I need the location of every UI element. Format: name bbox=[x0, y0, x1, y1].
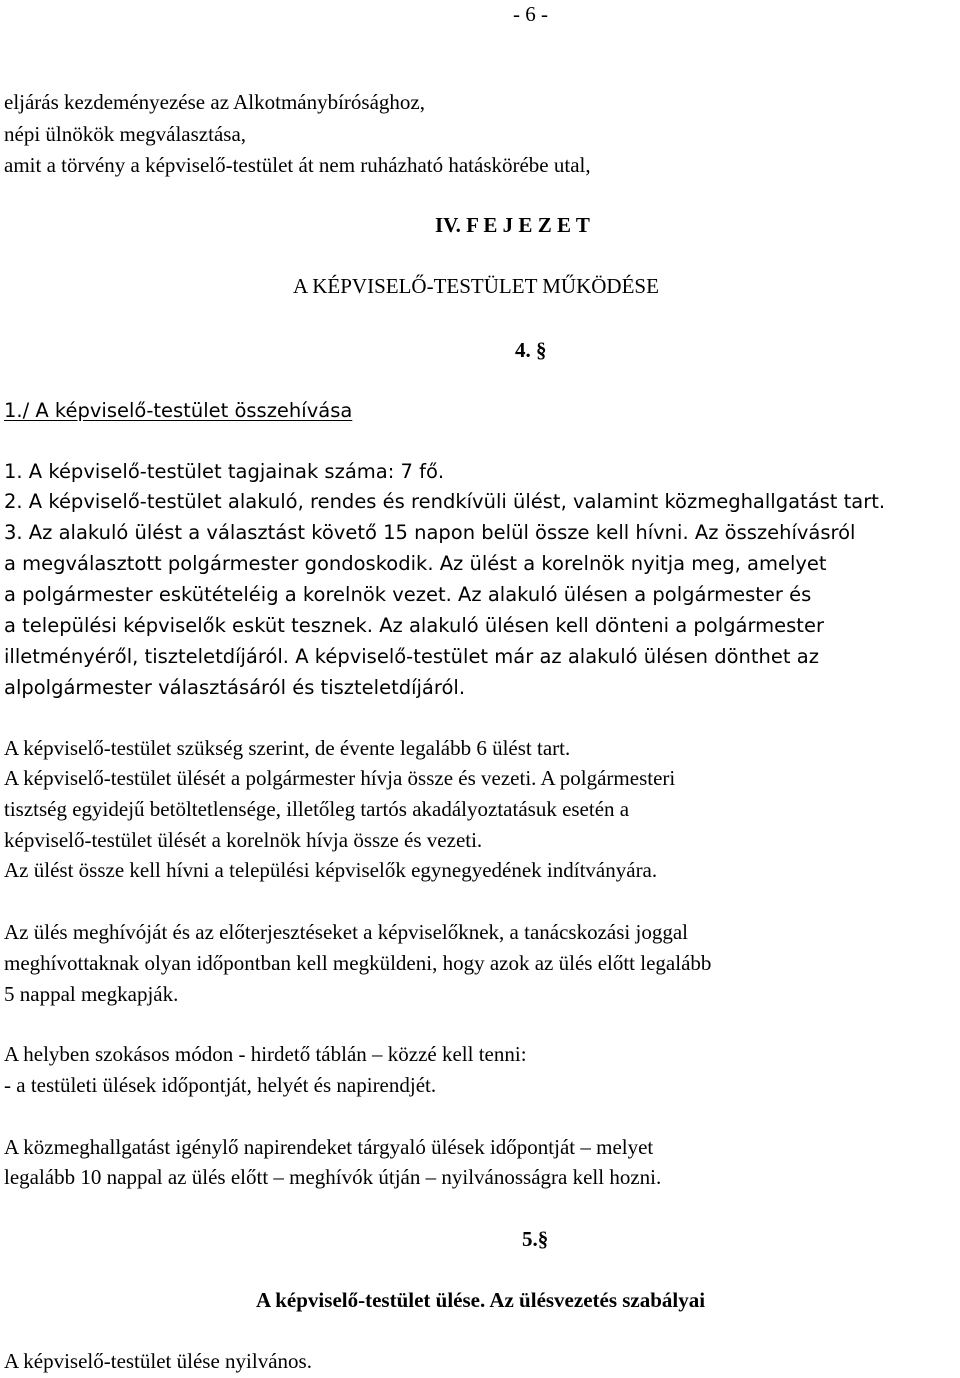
text-line: A közmeghallgatást igénylő napirendeket tárgyaló ülések időpontját – melyet bbox=[4, 1135, 654, 1159]
section-5-title: A képviselő-testület ülése. Az ülésvezetés szabályai bbox=[256, 1288, 706, 1312]
text-line: tisztség egyidejű betöltetlensége, illetőleg tartós akadályoztatásuk esetén a bbox=[4, 797, 630, 821]
text-line: A helyben szokásos módon - hirdető táblán – közzé kell tenni: bbox=[4, 1042, 527, 1066]
text-line: a települési képviselők esküt tesznek. Az alakuló ülésen kell dönteni a polgármester bbox=[4, 614, 824, 637]
intro-list-item: amit a törvény a képviselő-testület át nem ruházható hatáskörébe utal, bbox=[4, 153, 591, 177]
page-number: - 6 - bbox=[513, 2, 548, 26]
text-line: alpolgármester választásáról és tiszteletdíjáról. bbox=[4, 676, 466, 699]
section-5-first-line: A képviselő-testület ülése nyilvános. bbox=[4, 1349, 312, 1373]
chapter-title: A KÉPVISELŐ-TESTÜLET MŰKÖDÉSE bbox=[293, 274, 659, 298]
text-line: Az ülést össze kell hívni a települési képviselők egynegyedének indítványára. bbox=[4, 858, 658, 882]
chapter-number: IV. F E J E Z E T bbox=[435, 213, 590, 237]
text-line: meghívottaknak olyan időpontban kell megküldeni, hogy azok az ülés előtt legalább bbox=[4, 951, 712, 975]
text-line: - a testületi ülések időpontját, helyét és napirendjét. bbox=[4, 1073, 437, 1097]
text-line: 2. A képviselő-testület alakuló, rendes és rendkívüli ülést, valamint közmeghallgatást tart. bbox=[4, 490, 886, 513]
text-line: A képviselő-testület szükség szerint, de évente legalább 6 ülést tart. bbox=[4, 736, 571, 760]
section-4-subheading: 1./ A képviselő-testület összehívása bbox=[4, 399, 353, 422]
section-5-heading: 5.§ bbox=[522, 1227, 549, 1251]
text-line: 5 nappal megkapják. bbox=[4, 982, 179, 1006]
text-line: A képviselő-testület ülését a polgármester hívja össze és vezeti. A polgármesteri bbox=[4, 766, 676, 790]
text-line: 3. Az alakuló ülést a választást követő 15 napon belül össze kell hívni. Az összehívásról bbox=[4, 521, 856, 544]
text-line: a polgármester eskütételéig a korelnök vezet. Az alakuló ülésen a polgármester és bbox=[4, 583, 812, 606]
text-line: Az ülés meghívóját és az előterjesztéseket a képviselőknek, a tanácskozási joggal bbox=[4, 920, 688, 944]
section-4-heading: 4. § bbox=[515, 338, 547, 362]
text-line: a megválasztott polgármester gondoskodik. Az ülést a korelnök nyitja meg, amelyet bbox=[4, 552, 827, 575]
intro-list-item: népi ülnökök megválasztása, bbox=[4, 122, 247, 146]
text-line: 1. A képviselő-testület tagjainak száma: 7 fő. bbox=[4, 460, 445, 483]
text-line: legalább 10 nappal az ülés előtt – meghívók útján – nyilvánosságra kell hozni. bbox=[4, 1165, 662, 1189]
text-line: képviselő-testület ülését a korelnök hívja össze és vezeti. bbox=[4, 828, 483, 852]
text-line: illetményéről, tiszteletdíjáról. A képviselő-testület már az alakuló ülésen dönthet az bbox=[4, 645, 819, 668]
intro-list-item: eljárás kezdeményezése az Alkotmánybírósághoz, bbox=[4, 90, 425, 114]
